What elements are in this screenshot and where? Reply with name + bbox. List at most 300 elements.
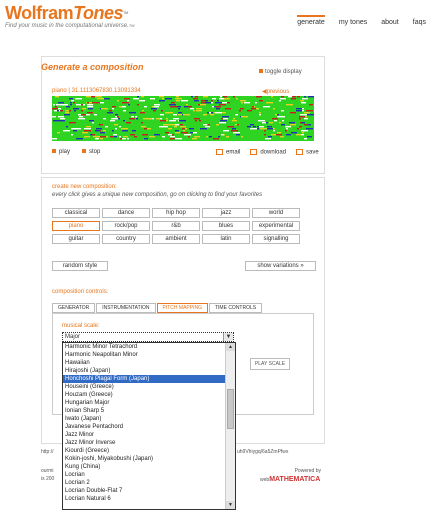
tagline (5, 23, 135, 29)
note-mark (166, 118, 168, 119)
note-mark (103, 118, 106, 119)
note-mark (186, 104, 188, 105)
note-mark (220, 120, 227, 121)
note-mark (110, 136, 114, 137)
note-mark (160, 114, 164, 115)
note-mark (191, 96, 193, 97)
note-mark (308, 96, 314, 97)
note-mark (84, 130, 91, 131)
note-mark (66, 106, 70, 107)
note-mark (123, 110, 126, 111)
note-mark (141, 96, 144, 97)
note-mark (215, 102, 222, 103)
note-mark (304, 138, 307, 139)
note-mark (223, 118, 228, 119)
note-mark (97, 98, 104, 99)
nav-generate[interactable]: generate (297, 15, 325, 28)
nav-about[interactable]: about (381, 19, 399, 26)
style-classical[interactable]: classical (52, 208, 100, 218)
note-mark (122, 130, 128, 131)
note-mark (263, 106, 270, 107)
footer-text-fragment: ourmi (41, 468, 54, 474)
note-mark (209, 112, 211, 113)
note-mark (286, 134, 291, 135)
note-mark (110, 120, 115, 121)
note-mark (76, 138, 83, 139)
note-mark (255, 102, 257, 103)
header (0, 0, 429, 36)
note-mark (129, 112, 136, 113)
note-mark (286, 104, 293, 105)
scale-option[interactable]: Iwato (Japan) (65, 416, 102, 422)
note-mark (205, 126, 210, 127)
note-mark (126, 122, 131, 123)
note-mark (173, 114, 177, 115)
note-mark (169, 124, 175, 125)
note-mark (195, 96, 198, 97)
note-mark (280, 98, 286, 99)
note-mark (84, 128, 91, 129)
note-mark (259, 100, 263, 101)
note-mark (236, 134, 240, 135)
note-mark (200, 128, 207, 129)
note-mark (64, 114, 70, 115)
note-mark (166, 120, 168, 121)
powered-by-label: Powered by (294, 468, 321, 474)
style-piano[interactable]: piano (52, 221, 100, 231)
note-mark (227, 126, 234, 127)
scale-options (63, 343, 226, 509)
note-mark (165, 98, 172, 99)
scale-option[interactable]: Locrian (65, 472, 85, 478)
note-mark (181, 100, 188, 101)
note-mark (281, 124, 285, 125)
note-mark (73, 130, 77, 131)
note-mark (82, 132, 88, 133)
scale-option[interactable]: Jazz Minor (65, 432, 95, 438)
note-mark (170, 106, 173, 107)
tagline-tm: TM (128, 23, 135, 28)
note-mark (299, 118, 301, 119)
note-mark (95, 96, 102, 97)
create-title: create new composition: (52, 184, 117, 190)
style-jazz[interactable]: jazz (202, 208, 250, 218)
note-mark (302, 98, 308, 99)
note-mark (113, 134, 117, 135)
note-mark (269, 122, 273, 123)
note-mark (141, 126, 146, 127)
style-guitar[interactable]: guitar (52, 234, 100, 244)
note-mark (194, 136, 200, 137)
note-mark (175, 130, 179, 131)
note-mark (302, 108, 304, 109)
note-mark (69, 122, 76, 123)
style-dance[interactable]: dance (102, 208, 150, 218)
note-mark (194, 100, 199, 101)
note-mark (87, 102, 89, 103)
note-mark (201, 102, 205, 103)
note-mark (277, 114, 279, 115)
style-experimental[interactable]: experimental (252, 221, 300, 231)
download-button[interactable]: download (250, 149, 286, 156)
note-mark (146, 118, 152, 119)
note-mark (219, 104, 226, 105)
note-mark (203, 124, 207, 125)
note-mark (131, 116, 134, 117)
note-mark (285, 130, 287, 131)
note-mark (71, 134, 73, 135)
note-mark (123, 136, 128, 137)
note-mark (142, 134, 148, 135)
note-mark (296, 134, 301, 135)
note-mark (219, 122, 226, 123)
note-mark (127, 138, 129, 139)
note-mark (168, 134, 172, 135)
note-mark (52, 108, 58, 109)
note-mark (169, 104, 176, 105)
note-mark (142, 110, 144, 111)
note-mark (285, 126, 291, 127)
tagline-text: Find your music in the computational universe. (5, 23, 129, 29)
style-world[interactable]: world (252, 208, 300, 218)
note-mark (115, 114, 118, 115)
note-mark (193, 98, 198, 99)
style-rock-pop[interactable]: rock/pop (102, 221, 150, 231)
note-mark (105, 126, 108, 127)
note-mark (71, 128, 76, 129)
export-controls (216, 149, 319, 156)
style-rnb[interactable]: r&b (152, 221, 200, 231)
note-mark (175, 138, 182, 139)
note-mark (137, 104, 139, 105)
note-mark (100, 132, 105, 133)
note-mark (139, 100, 145, 101)
note-mark (233, 132, 240, 133)
note-mark (78, 118, 85, 119)
note-mark (223, 96, 227, 97)
style-signalling[interactable]: signalling (252, 234, 300, 244)
note-mark (178, 112, 182, 113)
scale-option[interactable]: Hirajoshi (Japan) (65, 368, 111, 374)
scale-option[interactable]: Kiourdi (Greece) (65, 448, 110, 454)
scale-selected-value: Major (65, 334, 81, 340)
note-mark (247, 126, 251, 127)
note-mark (112, 106, 116, 107)
note-mark (302, 110, 304, 111)
scale-option[interactable]: Hawaiian (65, 360, 90, 366)
note-mark (127, 100, 129, 101)
note-mark (218, 136, 220, 137)
note-mark (163, 124, 170, 125)
scroll-down-icon[interactable]: ▼ (226, 501, 235, 509)
note-mark (100, 136, 106, 137)
note-mark (174, 126, 177, 127)
note-mark (232, 120, 237, 121)
note-mark (150, 98, 155, 99)
note-mark (260, 128, 267, 129)
note-mark (233, 118, 235, 119)
note-mark (291, 98, 296, 99)
note-mark (154, 106, 159, 107)
note-mark (151, 108, 157, 109)
note-mark (91, 96, 95, 97)
note-mark (264, 134, 266, 135)
tab-generator[interactable]: GENERATOR (52, 303, 95, 313)
scale-option[interactable]: Jazz Minor Inverse (65, 440, 116, 446)
note-mark (93, 102, 100, 103)
scale-option[interactable]: Locrian 2 (65, 480, 90, 486)
note-mark (99, 130, 101, 131)
note-mark (279, 100, 281, 101)
logo-wolfram: Wolfram (5, 3, 74, 23)
note-mark (162, 98, 164, 99)
note-mark (253, 126, 256, 127)
scale-dropdown-list[interactable] (62, 342, 236, 510)
note-mark (281, 110, 284, 111)
previous-link[interactable]: ◀previous (262, 89, 290, 95)
note-mark (277, 132, 281, 133)
note-mark (93, 136, 100, 137)
scale-option[interactable]: Houzam (Greece) (65, 392, 113, 398)
scale-option[interactable]: Locrian Double-Flat 7 (65, 488, 123, 494)
email-button[interactable]: email (216, 149, 240, 156)
note-mark (81, 110, 83, 111)
note-mark (114, 136, 117, 137)
note-mark (57, 132, 60, 133)
wm-small: web (260, 477, 270, 483)
note-mark (210, 114, 214, 115)
scale-option[interactable]: Javanese Pentachord (65, 424, 124, 430)
note-mark (70, 102, 72, 103)
note-mark (84, 136, 90, 137)
note-mark (211, 102, 213, 103)
note-mark (268, 136, 272, 137)
note-mark (176, 96, 179, 97)
note-mark (241, 116, 248, 117)
scroll-up-icon[interactable]: ▲ (226, 343, 235, 351)
note-mark (184, 134, 191, 135)
note-mark (219, 98, 223, 99)
note-mark (168, 128, 172, 129)
note-mark (124, 98, 130, 99)
note-mark (121, 128, 128, 129)
note-mark (265, 138, 271, 139)
note-mark (82, 108, 86, 109)
note-mark (257, 128, 259, 129)
note-mark (272, 118, 278, 119)
note-mark (140, 112, 145, 113)
note-mark (301, 130, 308, 131)
tab-pitch-mapping[interactable]: PITCH MAPPING (157, 303, 208, 313)
note-mark (112, 108, 114, 109)
note-mark (271, 96, 273, 97)
scroll-thumb[interactable] (227, 389, 234, 429)
note-mark (79, 116, 83, 117)
stop-button[interactable]: stop (82, 149, 100, 155)
tab-time-controls[interactable]: TIME CONTROLS (209, 303, 262, 313)
note-mark (279, 122, 281, 123)
note-mark (226, 136, 229, 137)
note-mark (205, 100, 208, 101)
note-mark (112, 130, 114, 131)
note-mark (182, 128, 185, 129)
note-mark (122, 102, 129, 103)
previous-label: previous (266, 89, 290, 95)
panel-title: Generate a composition (41, 62, 144, 72)
note-mark (188, 136, 190, 137)
note-mark (160, 120, 166, 121)
note-mark (304, 118, 308, 119)
note-mark (130, 134, 135, 135)
logo-tones: Tones (73, 3, 124, 23)
note-mark (149, 136, 155, 137)
note-mark (63, 130, 70, 131)
scale-option[interactable]: Kung (China) (65, 464, 101, 470)
note-mark (273, 108, 275, 109)
note-mark (147, 128, 151, 129)
style-ambient[interactable]: ambient (152, 234, 200, 244)
note-mark (159, 96, 164, 97)
note-mark (274, 120, 277, 121)
note-mark (55, 96, 59, 97)
note-mark (153, 110, 156, 111)
note-mark (208, 124, 210, 125)
note-mark (133, 98, 139, 99)
note-mark (250, 128, 253, 129)
note-mark (103, 130, 106, 131)
note-mark (107, 112, 113, 113)
note-mark (304, 124, 308, 125)
note-mark (213, 138, 219, 139)
scale-option[interactable]: Ionian Sharp 5 (65, 408, 105, 414)
note-mark (100, 138, 103, 139)
style-country[interactable]: country (102, 234, 150, 244)
note-mark (159, 126, 163, 127)
note-mark (304, 112, 310, 113)
note-mark (300, 100, 304, 101)
nav-faqs[interactable]: faqs (412, 19, 426, 26)
dropdown-scrollbar[interactable] (225, 343, 235, 509)
track-id: piano | 31.1113067830.13091334 (52, 88, 141, 94)
scale-option[interactable]: Honchoshi Plagal Form (Japan) (63, 375, 226, 383)
note-mark (215, 106, 221, 107)
scale-option[interactable]: Houseini (Greece) (65, 384, 114, 390)
note-mark (196, 110, 202, 111)
play-button[interactable]: play (52, 149, 70, 155)
note-mark (183, 114, 189, 115)
note-mark (206, 136, 208, 137)
note-mark (95, 138, 99, 139)
note-mark (224, 98, 230, 99)
scale-option[interactable]: Locrian Natural 6 (65, 496, 111, 502)
note-mark (201, 100, 205, 101)
note-mark (232, 128, 236, 129)
note-mark (244, 102, 250, 103)
note-mark (120, 138, 122, 139)
note-mark (231, 130, 238, 131)
share-url-fragment: uh9Vhiygq/6a5ZmPfwx (237, 449, 289, 455)
note-mark (216, 108, 220, 109)
note-mark (233, 96, 235, 97)
note-mark (71, 100, 74, 101)
style-latin[interactable]: latin (202, 234, 250, 244)
scale-option[interactable]: Harmonic Minor Tetrachord (65, 344, 138, 350)
note-mark (301, 134, 304, 135)
note-mark (123, 120, 125, 121)
note-mark (190, 132, 193, 133)
style-hip-hop[interactable]: hip hop (152, 208, 200, 218)
note-mark (171, 102, 175, 103)
note-mark (267, 126, 272, 127)
save-button[interactable]: save (296, 149, 319, 156)
note-mark (173, 118, 179, 119)
scale-option[interactable]: Kokin-joshi, Miyakobushi (Japan) (65, 456, 154, 462)
show-variations-button[interactable]: show variations » (245, 261, 316, 271)
note-mark (119, 126, 121, 127)
note-mark (96, 128, 102, 129)
webmathematica-logo[interactable] (260, 476, 320, 483)
scale-label: musical scale: (62, 323, 100, 329)
note-mark (301, 122, 305, 123)
note-mark (225, 108, 231, 109)
style-blues[interactable]: blues (202, 221, 250, 231)
nav-my-tones[interactable]: my tones (338, 19, 368, 26)
note-mark (235, 124, 237, 125)
note-mark (129, 118, 135, 119)
note-mark (306, 128, 313, 129)
note-mark (109, 110, 112, 111)
toggle-display-link[interactable]: toggle display (259, 69, 302, 75)
note-mark (190, 108, 194, 109)
random-style-button[interactable]: random style (52, 261, 108, 271)
note-mark (205, 102, 211, 103)
note-mark (100, 124, 103, 125)
note-mark (115, 116, 117, 117)
note-mark (175, 98, 182, 99)
note-mark (70, 104, 72, 105)
note-mark (53, 104, 55, 105)
note-mark (222, 116, 229, 117)
note-mark (305, 116, 307, 117)
note-mark (55, 106, 57, 107)
note-mark (240, 100, 246, 101)
note-mark (65, 110, 69, 111)
scale-select[interactable] (62, 332, 234, 342)
note-mark (136, 118, 138, 119)
play-scale-button[interactable]: PLAY SCALE (250, 358, 290, 370)
scale-option[interactable]: Hungarian Major (65, 400, 110, 406)
note-mark (73, 102, 75, 103)
note-mark (220, 96, 222, 97)
tab-instrumentation[interactable]: INSTRUMENTATION (96, 303, 155, 313)
chevron-down-icon[interactable]: ▼ (223, 333, 233, 341)
note-mark (69, 98, 73, 99)
main-nav (297, 19, 426, 28)
wolfram-tones-logo[interactable] (5, 4, 128, 22)
note-mark (144, 138, 148, 139)
note-mark (223, 130, 229, 131)
note-mark (180, 124, 183, 125)
note-mark (211, 100, 213, 101)
note-mark (251, 108, 256, 109)
scale-option[interactable]: Harmonic Neapolitan Minor (65, 352, 138, 358)
note-mark (88, 108, 93, 109)
style-grid (52, 208, 350, 244)
note-mark (273, 130, 275, 131)
note-mark (216, 124, 219, 125)
note-mark (57, 110, 59, 111)
note-mark (141, 122, 143, 123)
